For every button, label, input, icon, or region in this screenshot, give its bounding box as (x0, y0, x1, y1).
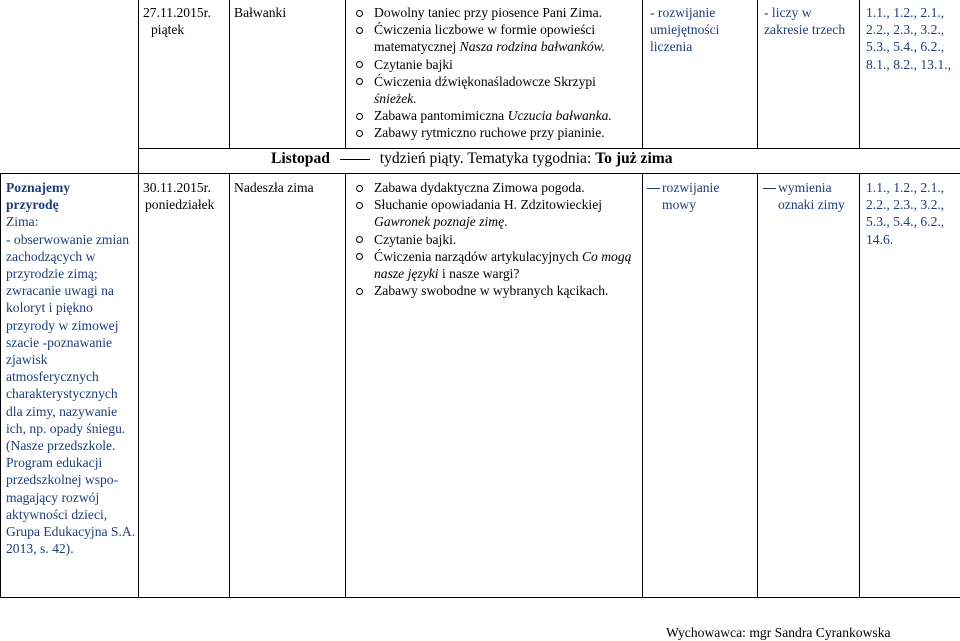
row2-effect: wymienia oznaki zimy (778, 180, 845, 213)
grid-line (0, 173, 1, 598)
row2-theme-sub: Zima: (6, 214, 39, 230)
grid-line (642, 173, 643, 598)
activity-item (352, 124, 640, 141)
grid-line (138, 173, 139, 598)
activity-item (352, 282, 640, 299)
grid-line (345, 0, 346, 148)
activity-text: . (504, 214, 508, 230)
activity-text: Ćwiczenia narządów artykulacyjnych (374, 248, 582, 264)
activity-text: Zabawa pantomimiczna (374, 108, 508, 124)
row1-topic: Bałwanki (234, 5, 287, 20)
row2-theme-cell (6, 179, 136, 557)
activity-text: Czytanie bajki. (374, 231, 457, 247)
row1-activities (352, 4, 640, 142)
row1-activity-list (352, 4, 640, 142)
grid-line (0, 173, 960, 174)
row1-goal: - rozwijanie umiejętności liczenia (650, 5, 720, 55)
week-label: tydzień piąty. Tematyka tygodnia: (379, 150, 592, 167)
grid-line (757, 173, 758, 598)
row2-activities (352, 179, 640, 299)
row1-date-cell (143, 4, 227, 38)
row2-topic: Nadeszła zima (234, 180, 314, 195)
effect-dash (763, 188, 776, 189)
activity-text: Ćwiczenia liczbowe w formie opowieści matematycznej (374, 22, 596, 55)
activity-text: Co mogą nasze języki (374, 248, 632, 282)
activity-item (352, 73, 640, 107)
activity-item (352, 21, 640, 55)
activity-item (352, 231, 640, 248)
row2-theme-title: Poznajemy przyrodę (6, 180, 71, 213)
activity-text: Zabawa dydaktyczna Zimowa pogoda. (374, 180, 585, 195)
activity-item (352, 248, 640, 282)
grid-line (642, 0, 643, 148)
activity-text: Gawronek poznaje zimę (374, 214, 505, 230)
activity-item (352, 56, 640, 73)
grid-line (0, 597, 960, 598)
activity-text: Uczucia bałwanka. (507, 108, 612, 124)
row2-effect-cell (762, 179, 858, 213)
activity-text: Dowolny taniec przy piosence Pani Zima. (374, 5, 603, 20)
week-month: Listopad (271, 150, 330, 167)
goal-dash (647, 188, 660, 189)
grid-line (345, 173, 346, 598)
row1-codes: 1.1., 1.2., 2.1., 2.2., 2.3., 3.2., 5.3., 5.4., 6.2., 8.1., 8.2., 13.1., (866, 5, 951, 72)
grid-line (859, 173, 860, 598)
row2-date: 30.11.2015r. (143, 180, 211, 195)
activity-text: Ćwiczenia dźwiękonaśladowcze Skrzypi (374, 73, 596, 89)
activity-text: Nasza rodzina bałwanków. (459, 39, 606, 55)
activity-text: i nasze wargi? (438, 266, 520, 282)
week-band (271, 149, 673, 168)
grid-line (859, 0, 860, 148)
teacher-signature: Wychowawca: mgr Sandra Cyrankowska (666, 625, 891, 640)
row1-day: piątek (151, 22, 185, 38)
activity-item (352, 196, 640, 230)
activity-text: Zabawy rytmiczno ruchowe przy pianinie. (374, 125, 605, 141)
row2-day: poniedziałek (145, 197, 215, 213)
week-theme: To już zima (595, 150, 673, 167)
activity-text: Zabawy swobodne w wybranych kącikach. (374, 283, 609, 299)
activity-text: Słuchanie opowiadania H. Zdzitowieckiej (374, 197, 603, 213)
row2-goal-cell (648, 179, 754, 213)
row2-activity-list (352, 179, 640, 299)
activity-item (352, 107, 640, 124)
activity-item (352, 179, 640, 196)
activity-text: Czytanie bajki (374, 56, 453, 72)
activity-item (352, 4, 640, 21)
band-dash (340, 159, 370, 160)
row1-date: 27.11.2015r. (143, 5, 211, 20)
grid-line (757, 0, 758, 148)
row2-theme-desc: - obserwowanie zmian zachodzących w przyrodzie zimą; zwracanie uwagi na koloryt i piękno przyrody w zimowej szacie -poznawanie zjawisk atmosferycznych charakterystycznych dla zimy, nazywanie ich, np. opady śniegu. (Nasze przedszkole. Program edukacji przedszkolnej wspo-magający rozwój aktywności dzieci, Grupa Edukacyjna S.A. 2013, s. 42). (6, 231, 136, 557)
row2-codes: 1.1., 1.2., 2.1., 2.2., 2.3., 3.2., 5.3., 5.4., 6.2., 14.6. (866, 180, 945, 247)
grid-line (229, 173, 230, 598)
grid-line (229, 0, 230, 148)
row1-effect: - liczy w zakresie trzech (764, 5, 846, 38)
row2-goal: rozwijanie mowy (662, 180, 720, 213)
row2-date-cell (143, 179, 227, 213)
activity-text: śnieżek. (374, 91, 417, 107)
